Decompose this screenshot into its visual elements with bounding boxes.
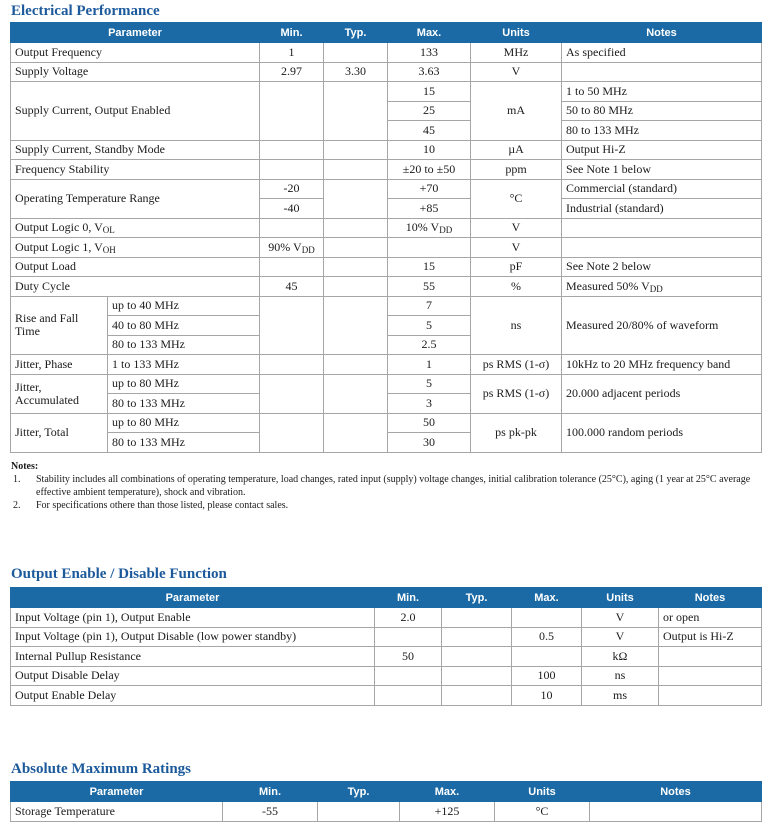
col-header-min: Min. (223, 782, 318, 802)
param-subscript: OH (102, 244, 116, 255)
min-cell: 2.0 (375, 608, 442, 628)
min-cell (260, 296, 324, 355)
col-header-units: Units (495, 782, 590, 802)
table-row (11, 686, 762, 706)
min-text: 90% V (268, 239, 302, 254)
min-cell (260, 257, 324, 277)
table-row (11, 218, 762, 238)
col-header-parameter: Parameter (11, 588, 375, 608)
max-cell: +85 (388, 199, 471, 219)
typ-cell (324, 413, 388, 452)
note-text: For specifications othere than those listed, please contact sales. (36, 500, 289, 511)
col-header-typ: Typ. (442, 588, 512, 608)
col-header-typ: Typ. (324, 23, 388, 43)
table-row (11, 43, 762, 63)
min-cell (375, 666, 442, 686)
max-cell: 30 (388, 433, 471, 453)
min-cell: -20 (260, 179, 324, 199)
notes-cell: Commercial (standard) (562, 179, 762, 199)
param-cell: Supply Voltage (11, 62, 260, 82)
typ-cell (324, 257, 388, 277)
units-cell: V (471, 62, 562, 82)
max-cell: +125 (400, 802, 495, 822)
absolute-max-ratings-table (10, 781, 762, 822)
max-cell: 50 (388, 413, 471, 433)
units-cell: V (471, 218, 562, 238)
min-cell: 45 (260, 277, 324, 297)
notes-cell (659, 686, 762, 706)
table-row (11, 277, 762, 297)
units-cell: V (471, 238, 562, 258)
col-header-min: Min. (260, 23, 324, 43)
notes-cell: 1 to 50 MHz (562, 82, 762, 102)
units-cell: ps RMS (1-σ) (471, 355, 562, 375)
table-row (11, 802, 762, 822)
units-cell: °C (471, 179, 562, 218)
units-cell: V (582, 627, 659, 647)
notes-cell: or open (659, 608, 762, 628)
col-header-parameter: Parameter (11, 23, 260, 43)
min-cell (375, 686, 442, 706)
max-cell: 0.5 (512, 627, 582, 647)
notes-text: Measured 50% V (566, 278, 650, 293)
notes-cell (659, 666, 762, 686)
condition-cell: up to 80 MHz (108, 413, 260, 433)
table-row (11, 257, 762, 277)
col-header-max: Max. (512, 588, 582, 608)
col-header-typ: Typ. (318, 782, 400, 802)
notes-cell: Output Hi-Z (562, 140, 762, 160)
note-item (11, 499, 751, 512)
notes-heading: Notes: (11, 461, 39, 472)
units-cell: ps pk-pk (471, 413, 562, 452)
param-cell: Output Frequency (11, 43, 260, 63)
param-cell: Frequency Stability (11, 160, 260, 180)
units-cell: % (471, 277, 562, 297)
param-cell: Jitter, Phase (11, 355, 108, 375)
min-cell (260, 140, 324, 160)
max-cell: 5 (388, 316, 471, 336)
units-cell: ms (582, 686, 659, 706)
param-cell: Output Enable Delay (11, 686, 375, 706)
typ-cell (442, 647, 512, 667)
units-cell: ns (471, 296, 562, 355)
min-cell: 50 (375, 647, 442, 667)
max-cell: 55 (388, 277, 471, 297)
max-cell: 10 (388, 140, 471, 160)
typ-cell (324, 238, 388, 258)
max-cell: 15 (388, 82, 471, 102)
condition-cell: up to 80 MHz (108, 374, 260, 394)
notes-cell: Industrial (standard) (562, 199, 762, 219)
units-cell: mA (471, 82, 562, 141)
note-text: Stability includes all combinations of operating temperature, load changes, rated input (supply) voltage changes, initial calibration tolerance (25°C), aging (1 year at 25°C average effective ambient temperature), shock and vibration. (36, 474, 751, 498)
max-cell: +70 (388, 179, 471, 199)
table-row (11, 374, 762, 394)
typ-cell (442, 627, 512, 647)
max-cell (388, 218, 471, 238)
typ-cell (324, 160, 388, 180)
typ-cell (324, 140, 388, 160)
units-cell: ppm (471, 160, 562, 180)
units-cell: ns (582, 666, 659, 686)
table-row (11, 238, 762, 258)
max-cell: 100 (512, 666, 582, 686)
note-number: 1. (13, 474, 21, 485)
units-cell: MHz (471, 43, 562, 63)
max-cell: ±20 to ±50 (388, 160, 471, 180)
notes-block (11, 460, 751, 512)
min-cell (260, 218, 324, 238)
min-cell: -55 (223, 802, 318, 822)
max-cell: 45 (388, 121, 471, 141)
param-cell: Input Voltage (pin 1), Output Enable (11, 608, 375, 628)
units-cell: °C (495, 802, 590, 822)
notes-cell (562, 238, 762, 258)
typ-cell (324, 374, 388, 413)
units-cell: V (582, 608, 659, 628)
notes-cell: See Note 2 below (562, 257, 762, 277)
param-subscript: OL (102, 225, 115, 236)
max-cell: 25 (388, 101, 471, 121)
param-cell: Internal Pullup Resistance (11, 647, 375, 667)
max-cell (512, 647, 582, 667)
min-cell (260, 82, 324, 141)
param-text: Output Logic 0, V (15, 220, 103, 235)
max-text: 10% V (405, 220, 440, 235)
condition-cell: up to 40 MHz (108, 296, 260, 316)
typ-cell (324, 82, 388, 141)
note-item (11, 473, 751, 499)
max-cell: 3 (388, 394, 471, 414)
table-row (11, 179, 762, 199)
param-cell: Duty Cycle (11, 277, 260, 297)
param-cell (11, 238, 260, 258)
condition-cell: 80 to 133 MHz (108, 335, 260, 355)
max-subscript: DD (439, 225, 453, 236)
notes-cell (562, 62, 762, 82)
table-row (11, 413, 762, 433)
table-row (11, 608, 762, 628)
max-cell: 15 (388, 257, 471, 277)
typ-cell (324, 43, 388, 63)
param-cell: Operating Temperature Range (11, 179, 260, 218)
param-cell: Supply Current, Standby Mode (11, 140, 260, 160)
param-cell: Input Voltage (pin 1), Output Disable (low power standby) (11, 627, 375, 647)
max-cell: 3.63 (388, 62, 471, 82)
col-header-parameter: Parameter (11, 782, 223, 802)
notes-cell: 20.000 adjacent periods (562, 374, 762, 413)
min-cell (260, 160, 324, 180)
col-header-max: Max. (388, 23, 471, 43)
max-cell: 1 (388, 355, 471, 375)
notes-cell: 100.000 random periods (562, 413, 762, 452)
table-row (11, 666, 762, 686)
typ-cell (324, 296, 388, 355)
table-row (11, 160, 762, 180)
min-cell: 1 (260, 43, 324, 63)
table-row (11, 296, 762, 316)
output-enable-table (10, 587, 762, 706)
condition-cell: 40 to 80 MHz (108, 316, 260, 336)
col-header-notes: Notes (659, 588, 762, 608)
min-cell (260, 374, 324, 413)
table-row (11, 355, 762, 375)
min-cell (260, 413, 324, 452)
note-number: 2. (13, 500, 21, 511)
table-row (11, 647, 762, 667)
absolute-max-ratings-title: Absolute Maximum Ratings (11, 761, 192, 777)
col-header-notes: Notes (562, 23, 762, 43)
condition-cell: 80 to 133 MHz (108, 433, 260, 453)
notes-cell: As specified (562, 43, 762, 63)
notes-cell (659, 647, 762, 667)
notes-cell: Output is Hi-Z (659, 627, 762, 647)
typ-cell (442, 666, 512, 686)
min-cell (260, 238, 324, 258)
param-cell: Jitter, Accumulated (11, 374, 108, 413)
typ-cell (324, 218, 388, 238)
min-cell: -40 (260, 199, 324, 219)
condition-cell: 80 to 133 MHz (108, 394, 260, 414)
col-header-units: Units (471, 23, 562, 43)
param-cell: Jitter, Total (11, 413, 108, 452)
notes-cell (562, 277, 762, 297)
typ-cell (324, 355, 388, 375)
units-cell: pF (471, 257, 562, 277)
param-text: Output Logic 1, V (15, 239, 103, 254)
col-header-max: Max. (400, 782, 495, 802)
notes-cell: 50 to 80 MHz (562, 101, 762, 121)
min-cell (375, 627, 442, 647)
col-header-notes: Notes (590, 782, 762, 802)
table-row (11, 627, 762, 647)
param-cell: Rise and Fall Time (11, 296, 108, 355)
table-row (11, 62, 762, 82)
max-cell: 7 (388, 296, 471, 316)
table-header-row (11, 588, 762, 608)
notes-cell: See Note 1 below (562, 160, 762, 180)
notes-cell: 10kHz to 20 MHz frequency band (562, 355, 762, 375)
max-cell (512, 608, 582, 628)
typ-cell (442, 686, 512, 706)
typ-cell (324, 179, 388, 218)
notes-subscript: DD (649, 283, 663, 294)
electrical-performance-table (10, 22, 762, 453)
param-cell: Storage Temperature (11, 802, 223, 822)
table-header-row (11, 23, 762, 43)
param-cell: Output Disable Delay (11, 666, 375, 686)
param-cell: Output Load (11, 257, 260, 277)
col-header-units: Units (582, 588, 659, 608)
notes-cell: Measured 20/80% of waveform (562, 296, 762, 355)
param-cell: Supply Current, Output Enabled (11, 82, 260, 141)
notes-cell: 80 to 133 MHz (562, 121, 762, 141)
notes-cell (562, 218, 762, 238)
max-cell: 5 (388, 374, 471, 394)
condition-cell: 1 to 133 MHz (108, 355, 260, 375)
typ-cell (442, 608, 512, 628)
max-cell (388, 238, 471, 258)
table-header-row (11, 782, 762, 802)
min-cell: 2.97 (260, 62, 324, 82)
notes-cell (590, 802, 762, 822)
units-cell: µA (471, 140, 562, 160)
max-cell: 10 (512, 686, 582, 706)
output-enable-title: Output Enable / Disable Function (11, 566, 227, 582)
typ-cell (318, 802, 400, 822)
max-cell: 133 (388, 43, 471, 63)
min-cell (260, 355, 324, 375)
units-cell: kΩ (582, 647, 659, 667)
table-row (11, 140, 762, 160)
electrical-performance-title: Electrical Performance (11, 3, 160, 19)
col-header-min: Min. (375, 588, 442, 608)
max-cell: 2.5 (388, 335, 471, 355)
typ-cell: 3.30 (324, 62, 388, 82)
param-cell (11, 218, 260, 238)
min-subscript: DD (301, 244, 315, 255)
table-row (11, 82, 762, 102)
typ-cell (324, 277, 388, 297)
units-cell: ps RMS (1-σ) (471, 374, 562, 413)
